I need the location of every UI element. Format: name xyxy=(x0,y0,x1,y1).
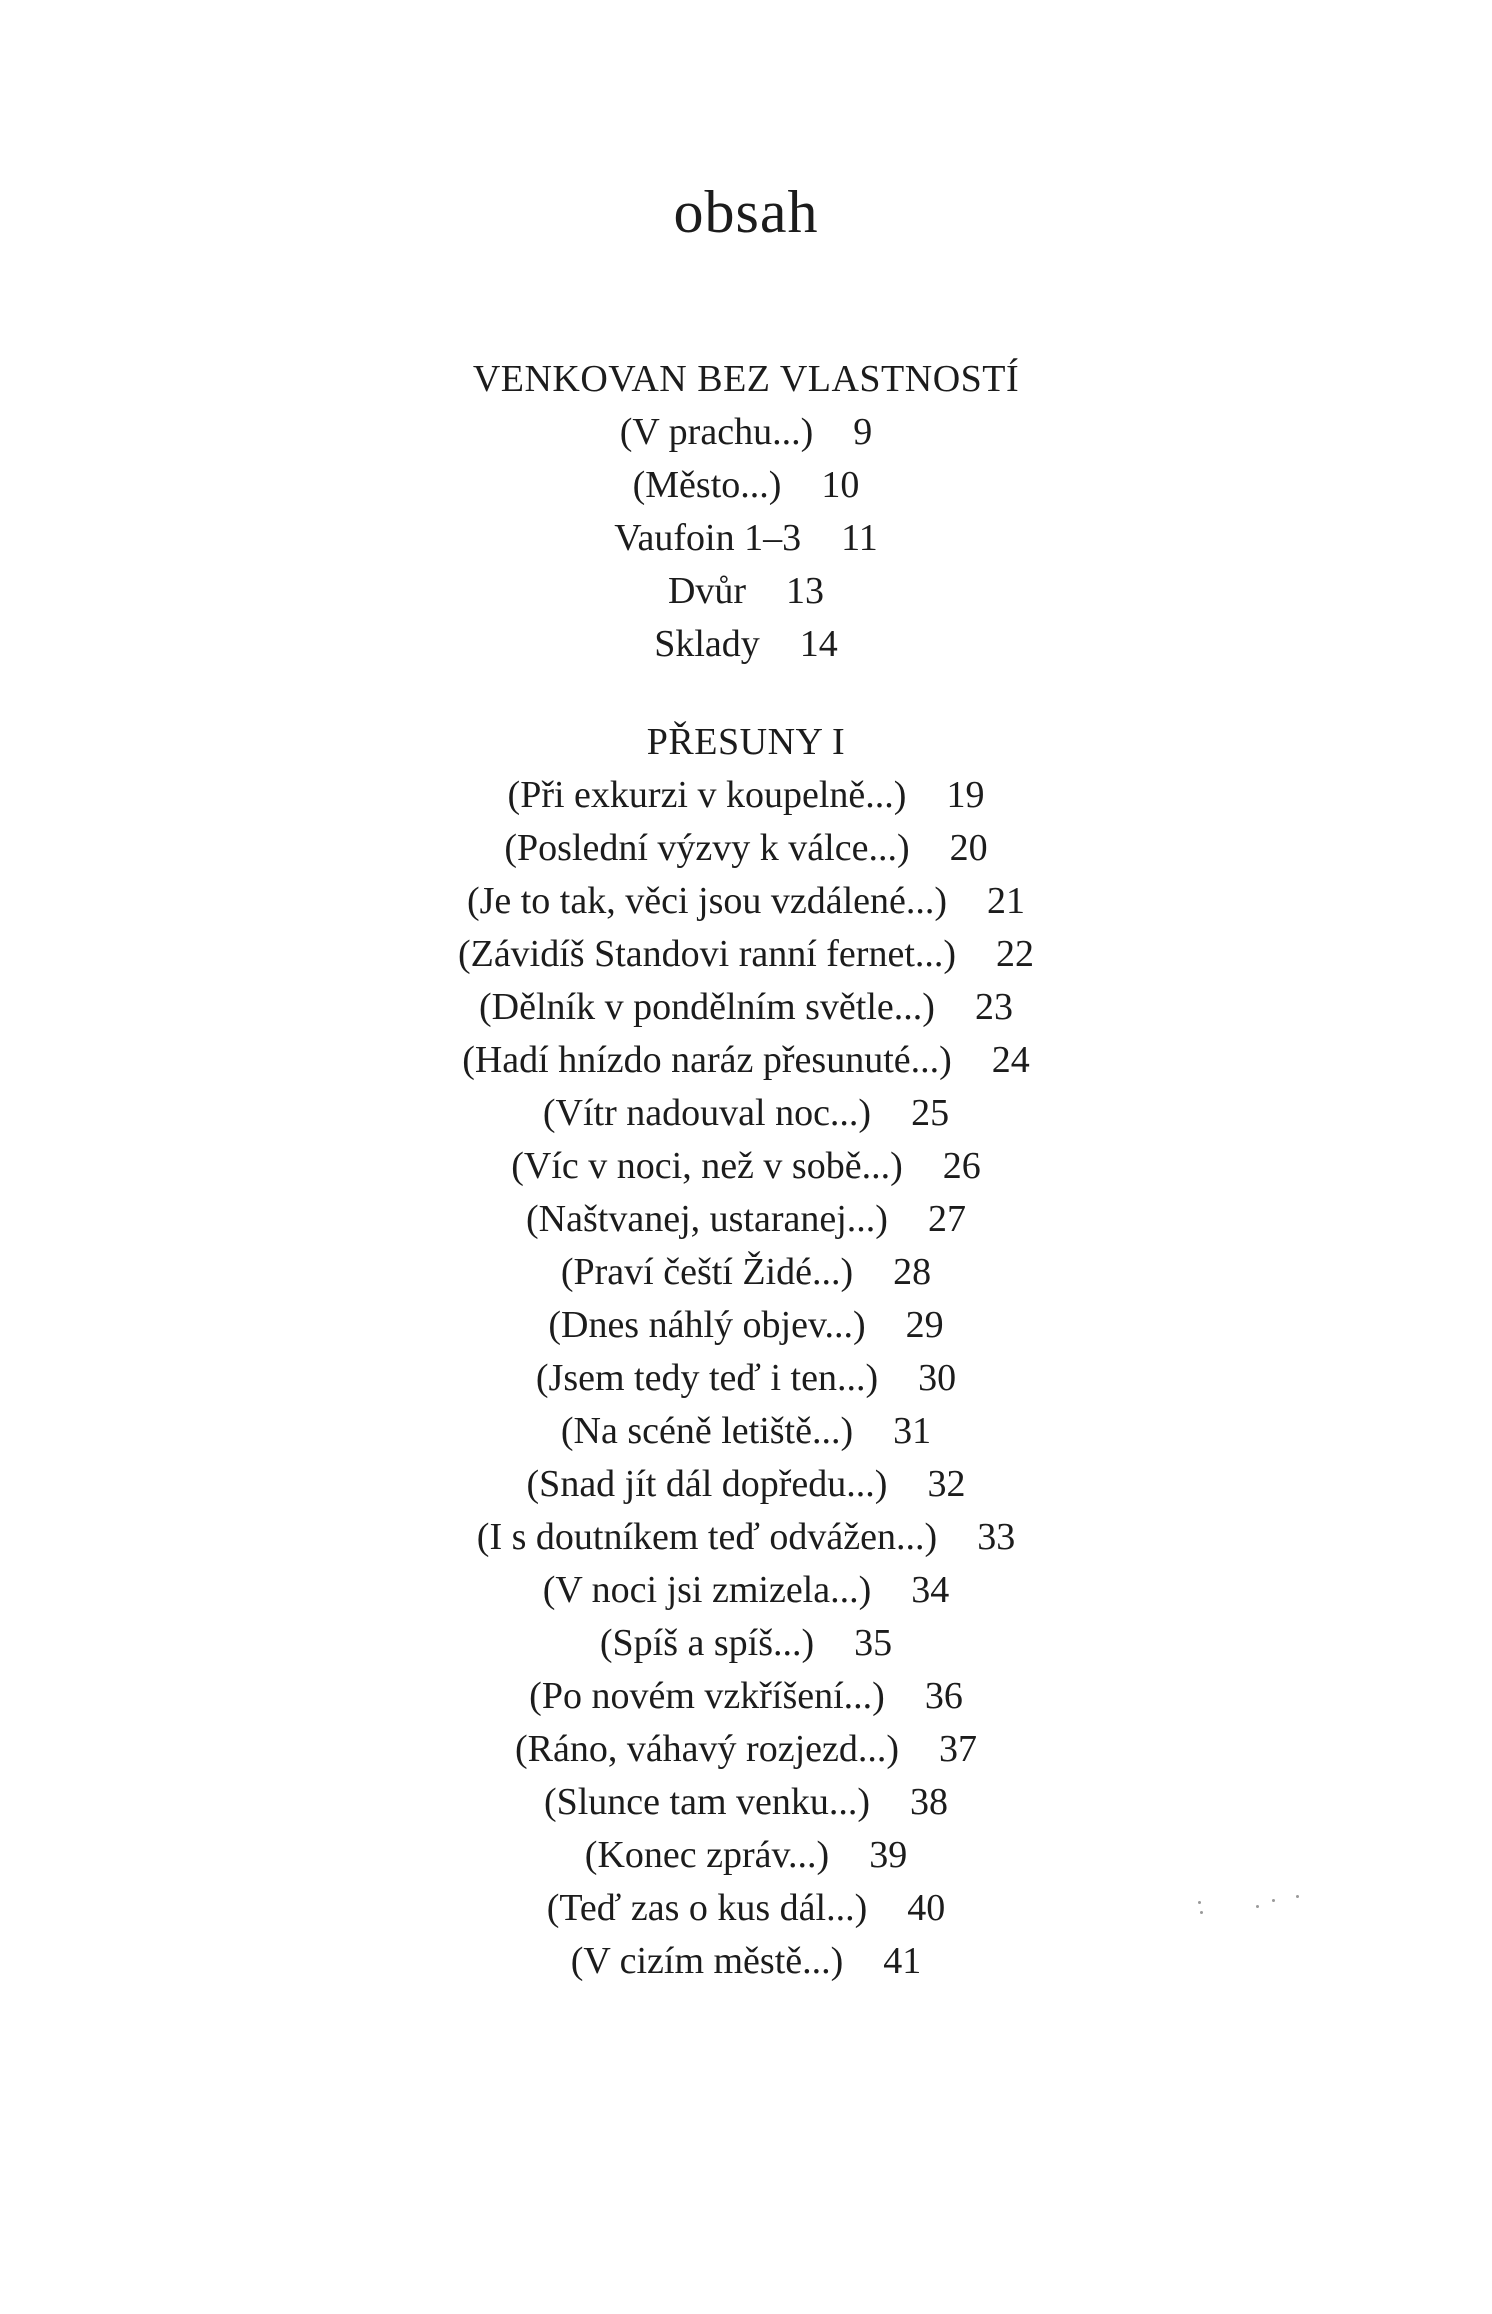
toc-entry xyxy=(0,565,1492,618)
toc-entry xyxy=(0,1670,1492,1723)
entry-title: (Vítr nadouval noc...) xyxy=(542,1092,872,1134)
entry-page-number: 9 xyxy=(853,411,873,453)
entry-title: (V noci jsi zmizela...) xyxy=(542,1569,872,1611)
toc-entry xyxy=(0,1776,1492,1829)
toc-entry xyxy=(0,1829,1492,1882)
toc-entry xyxy=(0,618,1492,671)
section-heading: PŘESUNY I xyxy=(646,721,846,763)
entry-title: (Víc v noci, než v sobě...) xyxy=(511,1145,903,1187)
section-heading: VENKOVAN BEZ VLASTNOSTÍ xyxy=(472,358,1020,400)
entry-title: (Dnes náhlý objev...) xyxy=(548,1304,866,1346)
toc-entry xyxy=(0,769,1492,822)
entry-title: (Praví čeští Židé...) xyxy=(560,1251,854,1293)
entry-page-number: 11 xyxy=(841,517,878,559)
entry-title: (Město...) xyxy=(632,464,782,506)
entry-page-number: 10 xyxy=(821,464,860,506)
entry-title: (Je to tak, věci jsou vzdálené...) xyxy=(466,880,948,922)
entry-title: Dvůr xyxy=(667,570,747,612)
entry-title: (Poslední výzvy k válce...) xyxy=(504,827,910,869)
entry-title: (Spíš a spíš...) xyxy=(599,1622,815,1664)
entry-page-number: 40 xyxy=(907,1887,946,1929)
toc-entry xyxy=(0,1299,1492,1352)
toc-entry xyxy=(0,928,1492,981)
toc-entry xyxy=(0,1723,1492,1776)
entry-page-number: 24 xyxy=(991,1039,1030,1081)
entry-page-number: 14 xyxy=(799,623,838,665)
toc-entry xyxy=(0,1352,1492,1405)
toc-entry xyxy=(0,1140,1492,1193)
entry-title: (Jsem tedy teď i ten...) xyxy=(535,1357,879,1399)
entry-title: (Hadí hnízdo naráz přesunuté...) xyxy=(462,1039,952,1081)
entry-title: (V cizím městě...) xyxy=(570,1940,844,1982)
speck xyxy=(1256,1905,1259,1908)
toc-entry xyxy=(0,1405,1492,1458)
speck xyxy=(1272,1899,1275,1902)
entry-page-number: 41 xyxy=(883,1940,922,1982)
entry-page-number: 32 xyxy=(927,1463,966,1505)
entry-page-number: 25 xyxy=(911,1092,950,1134)
entry-page-number: 19 xyxy=(946,774,985,816)
entry-page-number: 36 xyxy=(924,1675,963,1717)
entry-title: (Na scéně letiště...) xyxy=(560,1410,854,1452)
entry-title: (Konec zpráv...) xyxy=(584,1834,830,1876)
toc-entry xyxy=(0,1087,1492,1140)
entry-page-number: 13 xyxy=(786,570,825,612)
entry-title: (Slunce tam venku...) xyxy=(543,1781,871,1823)
speck xyxy=(1200,1911,1203,1914)
entry-title: Vaufoin 1–3 xyxy=(614,517,802,559)
toc-entry xyxy=(0,1511,1492,1564)
toc-entry xyxy=(0,406,1492,459)
toc-entry xyxy=(0,459,1492,512)
toc-entry xyxy=(0,1617,1492,1670)
entry-page-number: 28 xyxy=(893,1251,932,1293)
entry-title: (Dělník v pondělním světle...) xyxy=(479,986,935,1028)
scan-specks xyxy=(1190,1895,1320,1925)
toc-entry xyxy=(0,512,1492,565)
entry-page-number: 21 xyxy=(987,880,1026,922)
speck xyxy=(1296,1895,1299,1898)
entry-page-number: 39 xyxy=(869,1834,908,1876)
entry-title: (Po novém vzkříšení...) xyxy=(529,1675,885,1717)
toc-section-presuny xyxy=(0,716,1492,1988)
toc-entry xyxy=(0,1564,1492,1617)
entry-title: (I s doutníkem teď odvážen...) xyxy=(476,1516,938,1558)
entry-page-number: 38 xyxy=(910,1781,949,1823)
page-title: obsah xyxy=(673,179,819,245)
entry-page-number: 27 xyxy=(927,1198,966,1240)
entry-page-number: 35 xyxy=(854,1622,893,1664)
entry-page-number: 37 xyxy=(939,1728,978,1770)
entry-page-number: 29 xyxy=(905,1304,944,1346)
toc-entry xyxy=(0,875,1492,928)
entry-title: (Naštvanej, ustaranej...) xyxy=(526,1198,888,1240)
entry-page-number: 30 xyxy=(918,1357,957,1399)
entry-title: (V prachu...) xyxy=(619,411,814,453)
entry-title: (Závidíš Standovi ranní fernet...) xyxy=(457,933,957,975)
entry-title: (Ráno, váhavý rozjezd...) xyxy=(514,1728,900,1770)
speck xyxy=(1198,1901,1201,1904)
entry-page-number: 34 xyxy=(911,1569,950,1611)
entry-page-number: 31 xyxy=(893,1410,932,1452)
toc-section-venkovan xyxy=(0,353,1492,671)
entry-page-number: 26 xyxy=(942,1145,981,1187)
toc-entry xyxy=(0,981,1492,1034)
toc-entry xyxy=(0,1246,1492,1299)
entry-title: (Při exkurzi v koupelně...) xyxy=(507,774,907,816)
entry-page-number: 20 xyxy=(949,827,988,869)
toc-entry xyxy=(0,1458,1492,1511)
toc-entry xyxy=(0,1193,1492,1246)
entry-page-number: 23 xyxy=(974,986,1013,1028)
entry-title: (Teď zas o kus dál...) xyxy=(546,1887,868,1929)
entry-page-number: 33 xyxy=(977,1516,1016,1558)
entry-title: (Snad jít dál dopředu...) xyxy=(526,1463,888,1505)
toc-entry xyxy=(0,1034,1492,1087)
toc-entry xyxy=(0,1935,1492,1988)
toc-entry xyxy=(0,822,1492,875)
entry-page-number: 22 xyxy=(996,933,1035,975)
entry-title: Sklady xyxy=(654,623,760,665)
